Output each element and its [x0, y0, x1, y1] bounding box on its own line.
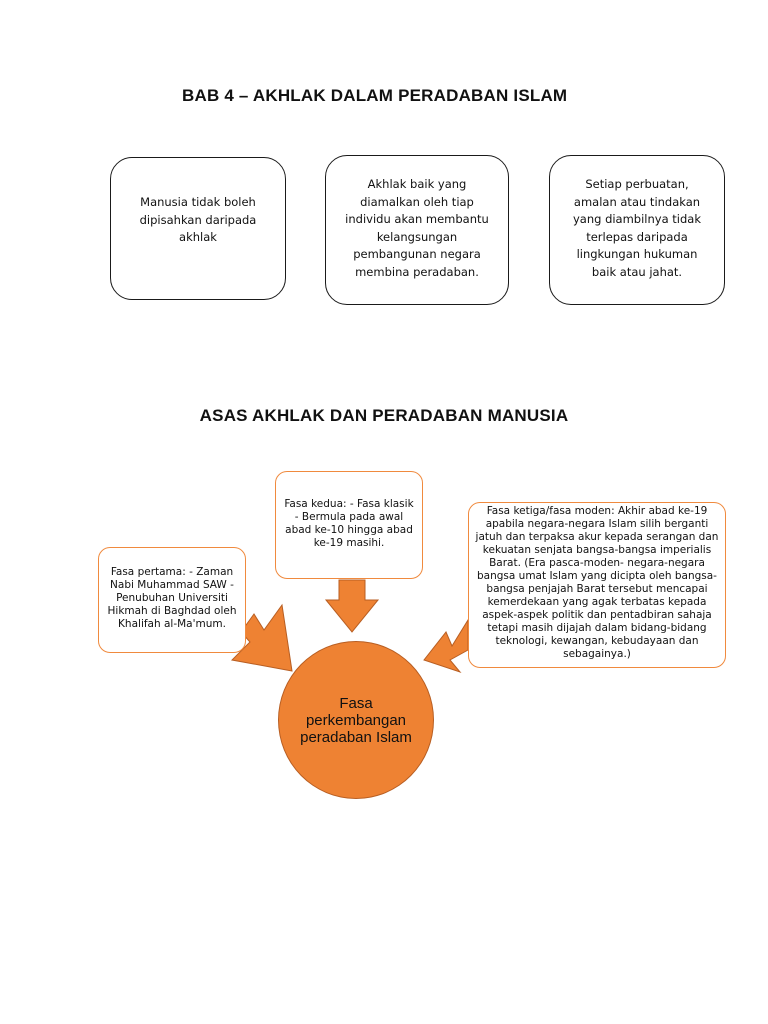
center-circle-label: Fasa perkembangan peradaban Islam [300, 694, 412, 746]
concept-box-1-text: Manusia tidak boleh dipisahkan daripada akhlak [139, 195, 257, 244]
arrow-down-icon [326, 580, 378, 632]
page-title: BAB 4 – AKHLAK DALAM PERADABAN ISLAM [182, 86, 568, 105]
phase-box-3-text: Fasa ketiga/fasa moden: Akhir abad ke-19 apabila negara-negara Islam silih berganti jatuh dan terpaksa akur kepada serangan dan kekuatan senjata bangsa-bangsa imperialis Barat. (Era pasca-moden- negara-negara bangsa umat Islam yang dicipta oleh bangsa-bangsa penjajah Barat tersebut mencapai kemerdekaan yang agak terbatas kepada aspek-aspek politik dan pentadbiran sahaja tetapi masih dijajah dalam bidang-bidang teknologi, kewangan, kebudayaan dan sebagainya.) [475, 505, 719, 660]
concept-box-3-text: Setiap perbuatan, amalan atau tindakan yang diambilnya tidak terlepas daripada lingkungan hukuman baik atau jahat. [572, 177, 702, 279]
section-title: ASAS AKHLAK DAN PERADABAN MANUSIA [199, 406, 569, 425]
center-circle [278, 641, 434, 799]
arrow-right-icon [424, 620, 468, 672]
phase-box-1 [98, 547, 246, 653]
phase-box-2 [275, 471, 423, 579]
phase-box-3 [468, 502, 726, 668]
phase-box-2-text: Fasa kedua: - Fasa klasik - Bermula pada awal abad ke-10 hingga abad ke-19 masihi. [284, 498, 414, 549]
phase-box-1-text: Fasa pertama: - Zaman Nabi Muhammad SAW - Penubuhan Universiti Hikmah di Baghdad oleh Khalifah al-Ma'mum. [107, 566, 237, 630]
concept-box-2-text: Akhlak baik yang diamalkan oleh tiap individu akan membantu kelangsungan pembangunan negara membina peradaban. [345, 177, 489, 279]
